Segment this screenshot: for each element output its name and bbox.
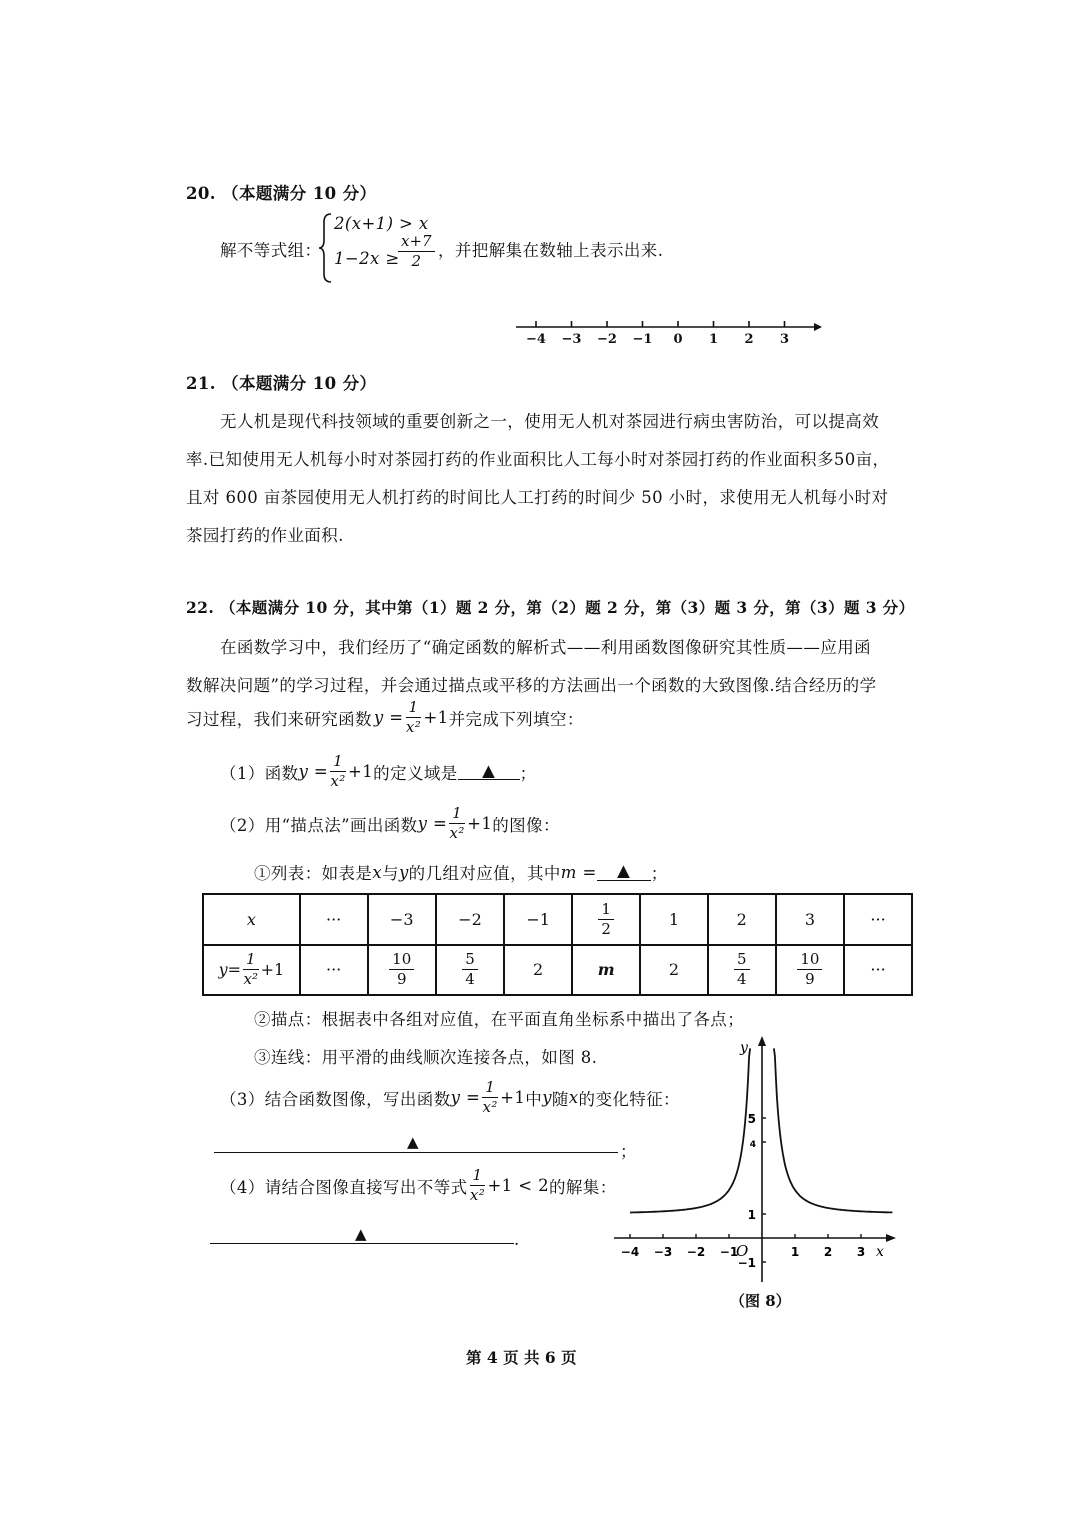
p3-func-den: x² (482, 1098, 498, 1116)
function-graph (610, 1034, 900, 1290)
p2-func-plus: +1 (467, 814, 493, 833)
step1-x: x (372, 862, 383, 882)
p1-func-y: y = (298, 762, 329, 781)
x-tick-label: 1 (790, 1245, 800, 1259)
func-y: y = (373, 708, 404, 727)
intro3-text: 习过程，我们来研究函数 (186, 709, 372, 729)
p2-func-num: 1 (449, 806, 465, 824)
table-cell: 3 (776, 894, 844, 945)
p1-func-den: x² (330, 772, 346, 790)
p2-text: （2）用“描点法”画出函数 (220, 815, 418, 835)
q20-header: 20. （本题满分 10 分） (186, 184, 377, 203)
table-cell: ··· (300, 894, 368, 945)
p1-func-plus: +1 (348, 762, 374, 781)
p3-y: y (542, 1088, 552, 1107)
q20-tail: ，并把解集在数轴上表示出来. (438, 241, 664, 260)
blank-mark: ▲ (482, 760, 496, 780)
table-cell: 2 (708, 894, 776, 945)
q21-line-2: 率.已知使用无人机每小时对茶园打药的作业面积比人工每小时对茶园打药的作业面积多50亩， (186, 450, 890, 469)
step1-y: y (398, 862, 409, 882)
number-line-label: 2 (744, 332, 754, 347)
p1-end: ； (519, 763, 537, 783)
q22-part1 (220, 754, 537, 789)
table-cell: ··· (300, 945, 368, 996)
number-line-labels (514, 332, 826, 352)
func-den: x² (405, 718, 422, 736)
q22-part4 (220, 1168, 617, 1203)
table-cell: 2 (640, 945, 708, 996)
p2-func-den: x² (449, 824, 465, 842)
q21-line-4: 茶园打药的作业面积. (186, 526, 344, 545)
step1-text-b: 与 (382, 864, 399, 883)
figure-caption: （图 8） (730, 1292, 791, 1310)
q22-intro-1: 在函数学习中，我们经历了“确定函数的解析式——利用函数图像研究其性质——应用函 (220, 638, 872, 657)
table-row-y (203, 945, 912, 996)
y-axis-label: y (740, 1040, 748, 1056)
p3-func-plus: +1 (500, 1088, 526, 1107)
x-tick-label: −1 (719, 1245, 739, 1259)
q21-header: 21. （本题满分 10 分） (186, 374, 377, 393)
number-line-label: −3 (561, 332, 582, 347)
p4-func-den: x² (469, 1186, 486, 1204)
table-row-x (203, 894, 912, 945)
table-cell-frac: $\frac{5}{4}$ (436, 945, 504, 996)
q21-line-3: 且对 600 亩茶园使用无人机打药的时间比人工打药的时间少 50 小时，求使用无人机每小时对 (186, 488, 889, 507)
page-footer: 第 4 页 共 6 页 (466, 1348, 577, 1367)
p4-blank-mark: ▲ (355, 1225, 367, 1243)
number-line-label: 3 (779, 332, 790, 347)
table-cell: −3 (368, 894, 436, 945)
y-axis-arrow (758, 1036, 766, 1046)
p3-end: ； (620, 1142, 637, 1161)
step1-text-a: ①列表：如表是 (254, 864, 373, 883)
q21-line-1: 无人机是现代科技领域的重要创新之一，使用无人机对茶园进行病虫害防治，可以提高效 (220, 412, 880, 431)
x-tick-label: −3 (653, 1245, 673, 1259)
p4-text-b: 的解集： (549, 1177, 617, 1197)
p3-x: x (568, 1088, 579, 1107)
y-tick-label: 5 (747, 1112, 756, 1126)
y-tick-label: −1 (737, 1256, 756, 1270)
p3-text: （3）结合函数图像，写出函数 (220, 1089, 451, 1109)
p4-text: （4）请结合图像直接写出不等式 (220, 1177, 468, 1197)
p2-func-y: y = (417, 814, 448, 833)
number-line-label: −2 (597, 332, 617, 347)
value-table (202, 893, 913, 996)
x-axis-label: x (876, 1244, 884, 1260)
x-tick-label: 3 (856, 1245, 866, 1259)
p2-text-b: 的图像： (492, 815, 560, 835)
step1-m: m = (560, 862, 597, 882)
table-cell-m: m (572, 945, 640, 996)
table-head-x: x (203, 894, 300, 945)
func-plus: +1 (423, 708, 449, 727)
q22-intro-2: 数解决问题”的学习过程，并会通过描点或平移的方法画出一个函数的大致图像.结合经历的学 (186, 676, 877, 695)
table-cell: −2 (436, 894, 504, 945)
q20-lead: 解不等式组： (220, 241, 322, 260)
number-line-label: 1 (708, 332, 719, 347)
p3-blank-mark: ▲ (407, 1133, 419, 1151)
q22-step2: ②描点：根据表中各组对应值，在平面直角坐标系中描出了各点； (254, 1010, 745, 1029)
curve-left-branch (630, 1048, 750, 1212)
q20-inequality-1: 2(x+1) > x (334, 214, 429, 233)
table-cell-frac: $\frac{10}{9}$ (776, 945, 844, 996)
origin-label: O (736, 1242, 749, 1260)
p1-text-b: 的定义域是 (373, 763, 458, 783)
step1-text-c: 的几组对应值，其中 (408, 864, 561, 883)
y-tick-label: 1 (747, 1208, 756, 1222)
p3-text-c: 随 (551, 1089, 569, 1109)
x-tick-label: 2 (823, 1245, 833, 1259)
x-tick-label: −4 (620, 1245, 640, 1259)
p3-func-y: y = (450, 1088, 481, 1107)
p1-func-num: 1 (330, 754, 346, 772)
intro3-tail: 并完成下列填空： (448, 709, 584, 729)
table-cell-frac: $\frac{1}{2}$ (572, 894, 640, 945)
func-num: 1 (406, 700, 422, 718)
q20-inequality-2 (334, 249, 400, 268)
domain-answer-blank[interactable] (458, 760, 520, 781)
p1-text: （1）函数 (220, 763, 299, 783)
p4-end: . (514, 1230, 520, 1249)
x-axis-arrow (886, 1234, 896, 1242)
p3-answer-line[interactable] (214, 1152, 618, 1153)
q20-fraction (396, 234, 437, 269)
table-cell: 1 (640, 894, 708, 945)
curve-right-branch (774, 1048, 893, 1212)
p3-text-d: 的变化特征： (578, 1089, 680, 1109)
p3-func-num: 1 (482, 1080, 498, 1098)
table-cell: 2 (504, 945, 572, 996)
ineq2-left: 1−2x ≥ (334, 249, 400, 268)
p4-ineq-tail: +1 < 2 (487, 1176, 549, 1195)
q22-header: 22. （本题满分 10 分，其中第（1）题 2 分，第（2）题 2 分，第（3）题 3 分，第（3）题 3 分） (186, 598, 915, 617)
table-cell: ··· (844, 945, 912, 996)
number-line-label: −1 (632, 332, 653, 347)
p4-func-num: 1 (470, 1168, 486, 1186)
q22-part2 (220, 806, 560, 841)
q22-step3: ③连线：用平滑的曲线顺次连接各点，如图 8. (254, 1048, 598, 1067)
system-brace (318, 212, 334, 284)
q20-frac-num: x+7 (398, 234, 435, 252)
x-tick-label: −2 (686, 1245, 706, 1259)
table-head-y: y= $\frac{1}{\text{x²}}$ +1 (203, 945, 300, 996)
table-cell-frac: $\frac{5}{4}$ (708, 945, 776, 996)
q22-step1 (254, 860, 668, 884)
q20-frac-den: 2 (411, 252, 422, 270)
p3-text-b: 中 (525, 1089, 543, 1109)
y-tick-label: 4 (749, 1140, 756, 1150)
q22-intro-3 (186, 700, 584, 735)
table-cell-frac: $\frac{10}{9}$ (368, 945, 436, 996)
table-cell: ··· (844, 894, 912, 945)
step1-end: ； (650, 864, 668, 883)
number-line-label: 0 (673, 332, 683, 347)
p4-answer-line[interactable] (210, 1243, 514, 1244)
blank-mark-m: ▲ (617, 861, 631, 881)
table-cell: −1 (504, 894, 572, 945)
m-answer-blank[interactable] (597, 863, 651, 881)
number-line-label: −4 (526, 332, 546, 347)
